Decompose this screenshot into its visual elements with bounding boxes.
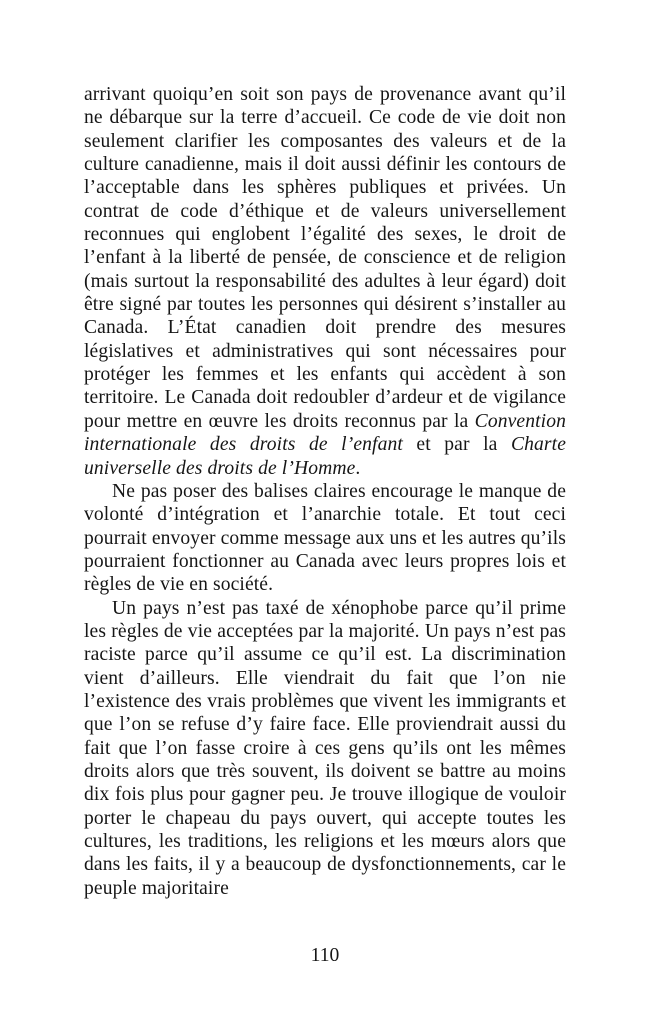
paragraph-text: et par la bbox=[402, 434, 511, 456]
page-body-text bbox=[84, 83, 566, 900]
book-title-convention: Convention internationale des droits de l’enfant bbox=[84, 410, 566, 456]
paragraph bbox=[84, 480, 566, 597]
paragraph-text: arrivant quoiqu’en soit son pays de provenance avant qu’il ne débarque sur la terre d’accueil. Ce code de vie doit non seulement clarifier les composantes des valeurs et de la culture canadienne, mais il doit aussi définir les contours de l’acceptable dans les sphères publiques et privées. Un contrat de code d’éthique et de valeurs universellement reconnues qui englobent l’égalité des sexes, le droit de l’enfant à la liberté de pensée, de conscience et de religion (mais surtout la responsabilité des adultes à leur égard) doit être signé par toutes les personnes qui désirent s’installer au Canada. L’État canadien doit prendre des mesures législatives et administratives qui sont nécessaires pour protéger les femmes et les enfants qui accèdent à son territoire. Le Canada doit redoubler d’ardeur et de vigilance pour mettre en œuvre les droits reconnus par la bbox=[84, 84, 566, 432]
book-title-charte: Charte universelle des droits de l’Homme bbox=[84, 434, 566, 479]
paragraph-text: . bbox=[355, 457, 361, 479]
paragraph-continuation bbox=[84, 83, 566, 480]
paragraph bbox=[84, 597, 566, 900]
paragraph-text: Ne pas poser des balises claires encourage le manque de volonté d’intégration et l’anarchie totale. Et tout ceci pourrait envoyer comme message aux uns et les autres qu’ils pourraient fonctionner au Canada avec leurs propres lois et règles de vie en société. bbox=[84, 480, 566, 596]
paragraph-text: Un pays n’est pas taxé de xénophobe parce qu’il prime les règles de vie acceptées par la majorité. Un pays n’est pas raciste parce qu’il assume ce qu’il est. La discrimination vient d’ailleurs. Elle viendrait du fait que l’on nie l’existence des vrais problèmes que vivent les immigrants et que l’on se refuse d’y faire face. Elle proviendrait aussi du fait que l’on fasse croire à ces gens qu’ils ont les mêmes droits alors que très souvent, ils doivent se battre au moins dix fois plus pour gagner peu. Je trouve illogique de vouloir porter le chapeau du pays ouvert, qui accepte toutes les cultures, les traditions, les religions et les mœurs alors que dans les faits, il y a beaucoup de dysfonctionnements, car le peuple majoritaire bbox=[84, 597, 566, 899]
page-number: 110 bbox=[310, 945, 340, 966]
